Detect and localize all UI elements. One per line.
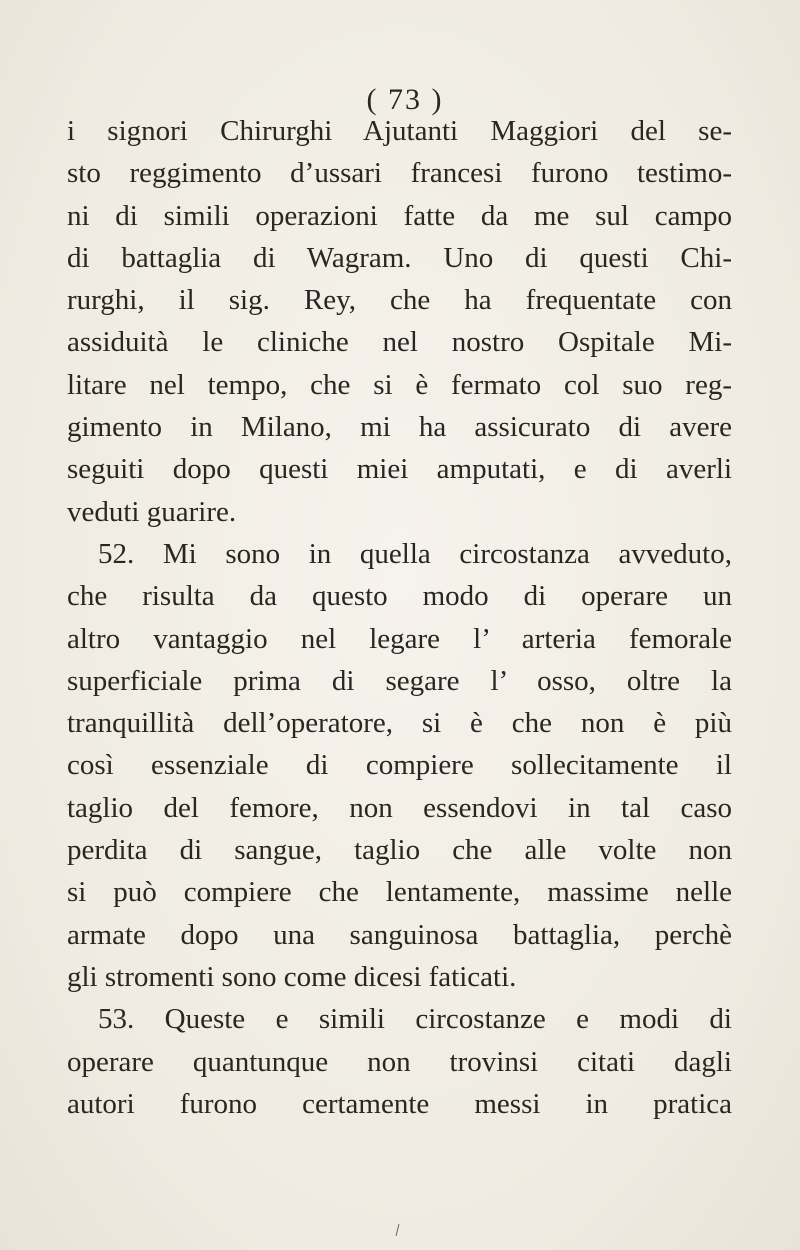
- text-line: altro vantaggio nel legare l’ arteria femorale: [67, 622, 732, 655]
- ink-mark: [396, 1224, 400, 1236]
- text-line: armate dopo una sanguinosa battaglia, perchè: [67, 918, 732, 951]
- text-line: gli stromenti sono come dicesi faticati.: [67, 960, 517, 993]
- text-line: gimento in Milano, mi ha assicurato di avere: [67, 411, 732, 444]
- text-line: i signori Chirurghi Ajutanti Maggiori del se-: [67, 115, 732, 147]
- text-line: si può compiere che lentamente, massime nelle: [67, 876, 732, 909]
- text-line: litare nel tempo, che si è fermato col suo reg-: [67, 368, 732, 401]
- text-line: assiduità le cliniche nel nostro Ospitale Mi-: [67, 326, 732, 359]
- text-line: ni di simili operazioni fatte da me sul campo: [67, 199, 732, 232]
- text-line: autori furono certamente messi in pratica: [67, 1087, 732, 1120]
- paragraph-53-start: 53. Queste e simili circostanze e modi di: [98, 1003, 732, 1036]
- page-number: ( 73 ): [366, 83, 444, 116]
- text-line: operare quantunque non trovinsi citati dagli: [67, 1045, 732, 1078]
- text-line: rurghi, il sig. Rey, che ha frequentate con: [67, 284, 732, 317]
- text-line: che risulta da questo modo di operare un: [67, 580, 732, 613]
- text-line: taglio del femore, non essendovi in tal caso: [67, 791, 732, 824]
- text-line: perdita di sangue, taglio che alle volte non: [67, 834, 732, 867]
- text-line: veduti guarire.: [67, 495, 237, 528]
- paragraph-52-start: 52. Mi sono in quella circostanza avveduto,: [98, 537, 732, 570]
- text-line: di battaglia di Wagram. Uno di questi Chi-: [67, 241, 732, 274]
- body-text: [67, 110, 732, 1125]
- text-line: superficiale prima di segare l’ osso, oltre la: [67, 664, 732, 697]
- text-line: così essenziale di compiere sollecitamente il: [67, 749, 732, 782]
- text-line: seguiti dopo questi miei amputati, e di averli: [67, 453, 732, 486]
- text-line: tranquillità dell’operatore, si è che non è più: [67, 707, 732, 740]
- text-line: sto reggimento d’ussari francesi furono testimo-: [67, 157, 732, 190]
